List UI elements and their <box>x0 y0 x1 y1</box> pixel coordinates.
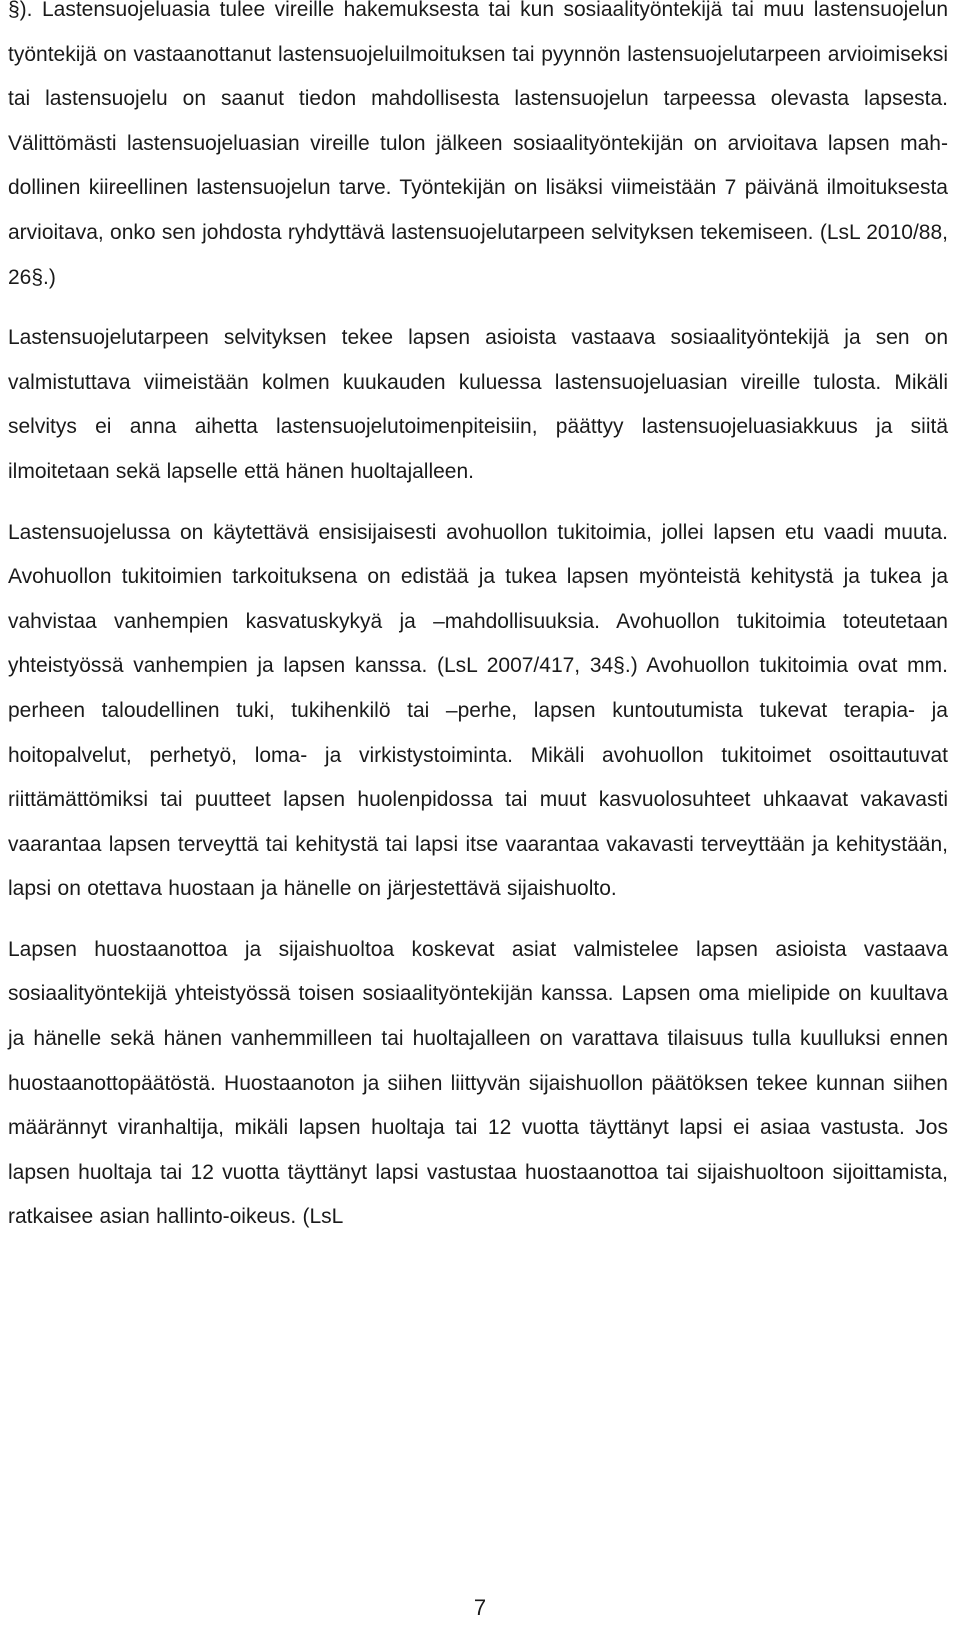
paragraph-custody: Lapsen huostaanottoa ja sijaishuoltoa koskevat asiat valmistelee lapsen asioista vastaava sosiaalityöntekijä yhteistyössä toisen sosiaalityöntekijän kanssa. Lapsen oma mielipide on kuultava ja hänelle sekä hänen vanhemmilleen tai huoltajalleen on varattava tilaisuus tulla kuulluksi ennen huostaanottopäätöstä. Huostaanoton ja siihen liittyvän sijaishuollon päätöksen tekee kunnan siihen määrännyt viranhaltija, mikäli lapsen huoltaja tai 12 vuotta täyttänyt lapsi ei asiaa vastusta. Jos lapsen huoltaja tai 12 vuotta täyttänyt lapsi vastustaa huostaanottoa tai sijaishuoltoon sijoittamista, ratkaisee asian hallinto-oikeus. (LsL <box>8 937 948 1229</box>
document-page <box>4 0 956 1240</box>
paragraph-open-care: Lastensuojelussa on käytettävä ensisijaisesti avohuollon tukitoimia, jollei lapsen etu vaadi muuta. Avohuollon tukitoimien tarkoituksena on edistää ja tukea lapsen myönteistä kehitystä ja tukea ja vahvistaa vanhempien kasvatuskykyä ja –mahdollisuuksia. Avohuollon tukitoimia toteutetaan yhteistyössä vanhempien ja lapsen kanssa. (LsL 2007/417, 34§.) Avohuollon tukitoimia ovat mm. perheen taloudellinen tuki, tukihenkilö tai –perhe, lapsen kuntoutumista tukevat terapia- ja hoitopalvelut, perhetyö, loma- ja virkistystoiminta. Mikäli avohuollon tukitoimet osoittautuvat riittämättömiksi tai puutteet lapsen huolenpidossa tai muut kasvuolosuhteet uhkaavat vakavasti vaarantaa lapsen terveyttä tai kehitystä tai lapsi itse vaarantaa vakavasti terveyttään ja kehitystään, lapsi on otettava huostaan ja hänelle on järjestettävä sijaishuolto. <box>8 520 948 901</box>
paragraph-case-initiation: §). Lastensuojeluasia tulee vireille hakemuksesta tai kun sosiaalityöntekijä tai muu lastensuojelun työntekijä on vastaanottanut lastensuojeluilmoituksen tai pyynnön lastensuojelutarpeen arvioimiseksi tai lastensuojelu on saanut tiedon mahdollisesta lastensuojelun tarpeessa olevasta lapsesta. Välittömästi lastensuojeluasian vireille tulon jälkeen sosiaalityöntekijän on arvioitava lapsen mahdollinen kiireellinen lastensuojelun tarve. Työntekijän on lisäksi viimeistään 7 päivänä ilmoituksesta arvioitava, onko sen johdosta ryhdyttävä lastensuojelutarpeen selvityksen tekemiseen. (LsL 2010/88, 26§.) <box>8 0 948 289</box>
paragraph-assessment: Lastensuojelutarpeen selvityksen tekee lapsen asioista vastaava sosiaalityöntekijä ja sen on valmistuttava viimeistään kolmen kuukauden kuluessa lastensuojeluasian vireille tulosta. Mikäli selvitys ei anna aihetta lastensuojelutoimenpiteisiin, päättyy lastensuojeluasiakkuus ja siitä ilmoitetaan sekä lapselle että hänen huoltajalleen. <box>8 326 948 483</box>
page-number: 7 <box>473 1595 487 1620</box>
